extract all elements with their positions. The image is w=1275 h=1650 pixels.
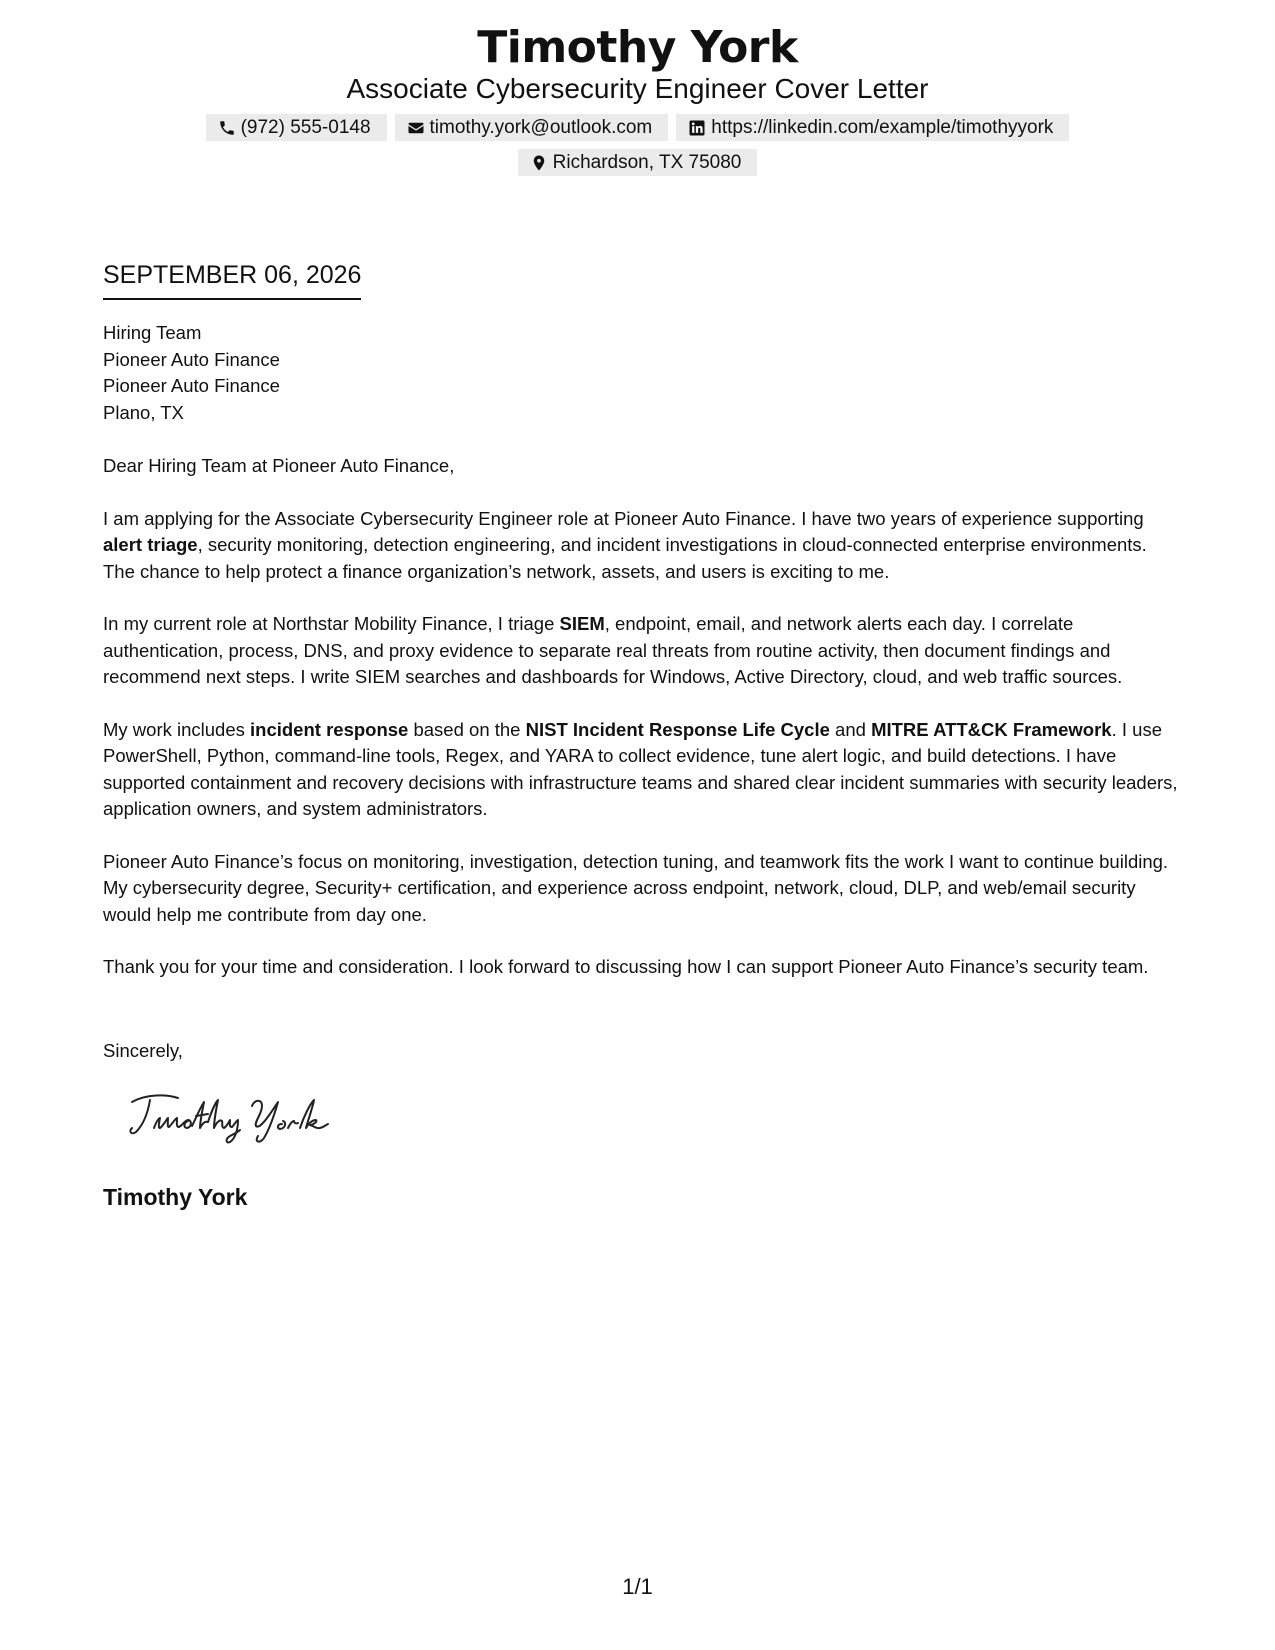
bold-keyword: SIEM (559, 613, 605, 634)
letter-header (0, 20, 1275, 176)
phone-text: (972) 555-0148 (240, 117, 371, 138)
text-run: My work includes (103, 718, 251, 740)
text-run: , endpoint, email, and network alerts each day. I correlate authentication, process, DNS, and proxy evidence to separate real threats from routine activity, then document findings and recommend next steps. I write SIEM searches and dashboards for Windows, Active Directory, cloud, and web traffic sources. (103, 613, 1123, 687)
closing: Sincerely, (103, 1040, 183, 1061)
envelope-icon (407, 119, 425, 137)
text-run: and (829, 718, 872, 740)
handwritten-signature (126, 1088, 346, 1146)
bold-keyword: incident response (250, 718, 409, 740)
salutation: Dear Hiring Team at Pioneer Auto Finance, (103, 455, 455, 476)
linkedin-icon (688, 119, 706, 137)
text-run: . I use PowerShell, Python, command-line tools, Regex, and YARA to collect evidence, tune alert logic, and build detections. I have supported containment and recovery decisions with infrastructure teams and shared clear incident summaries with security leaders, application owners, and system administrators. (103, 718, 1178, 819)
recipient-line: Pioneer Auto Finance (103, 375, 280, 396)
recipient-line: Hiring Team (103, 322, 202, 343)
map-pin-icon (530, 154, 548, 172)
letter-date: SEPTEMBER 06, 2026 (103, 258, 361, 300)
recipient-line: Pioneer Auto Finance (103, 348, 280, 370)
contact-row-primary (0, 114, 1275, 141)
applicant-name: Timothy York (477, 22, 798, 73)
recipient-address (103, 320, 1183, 426)
linkedin-text: https://linkedin.com/example/timothyyork (711, 117, 1054, 138)
letter-body (103, 320, 1183, 981)
location-contact (518, 149, 758, 176)
linkedin-contact[interactable] (676, 114, 1069, 141)
paragraph-thanks: Thank you for your time and consideration. I look forward to discussing how I can support Pioneer Auto Finance’s security team. (103, 956, 1149, 977)
recipient-line: Plano, TX (103, 401, 184, 423)
phone-icon (218, 119, 236, 137)
contact-row-secondary (0, 149, 1275, 176)
phone-contact[interactable] (206, 114, 387, 141)
date-block (103, 258, 361, 300)
location-text: Richardson, TX 75080 (552, 152, 742, 173)
bold-keyword: NIST Incident Response Life Cycle (525, 718, 830, 740)
email-text: timothy.york@outlook.com (429, 117, 653, 138)
text-run: I am applying for the Associate Cybersecurity Engineer role at Pioneer Auto Finance. I have two years of experience supporting (103, 507, 1144, 529)
text-run: In my current role at Northstar Mobility Finance, I triage (103, 613, 560, 634)
page-number: 1/1 (622, 1574, 653, 1599)
paragraph-current-role (103, 611, 1183, 691)
document-subtitle: Associate Cybersecurity Engineer Cover Letter (346, 73, 929, 104)
paragraph-intro (103, 506, 1183, 586)
signer-name: Timothy York (103, 1184, 248, 1210)
paragraph-incident-response (103, 717, 1183, 823)
text-run: , security monitoring, detection engineering, and incident investigations in cloud-connected enterprise environments. The chance to help protect a finance organization’s network, assets, and users is exciting to me. (103, 534, 1147, 582)
bold-keyword: alert triage (103, 534, 198, 555)
email-contact[interactable] (395, 114, 669, 141)
bold-keyword: MITRE ATT&CK Framework (871, 718, 1112, 740)
paragraph-fit: Pioneer Auto Finance’s focus on monitoring, investigation, detection tuning, and teamwork fits the work I want to continue building. My cybersecurity degree, Security+ certification, and experience across endpoint, network, cloud, DLP, and web/email security would help me contribute from day one. (103, 850, 1169, 925)
text-run: based on the (408, 718, 526, 740)
